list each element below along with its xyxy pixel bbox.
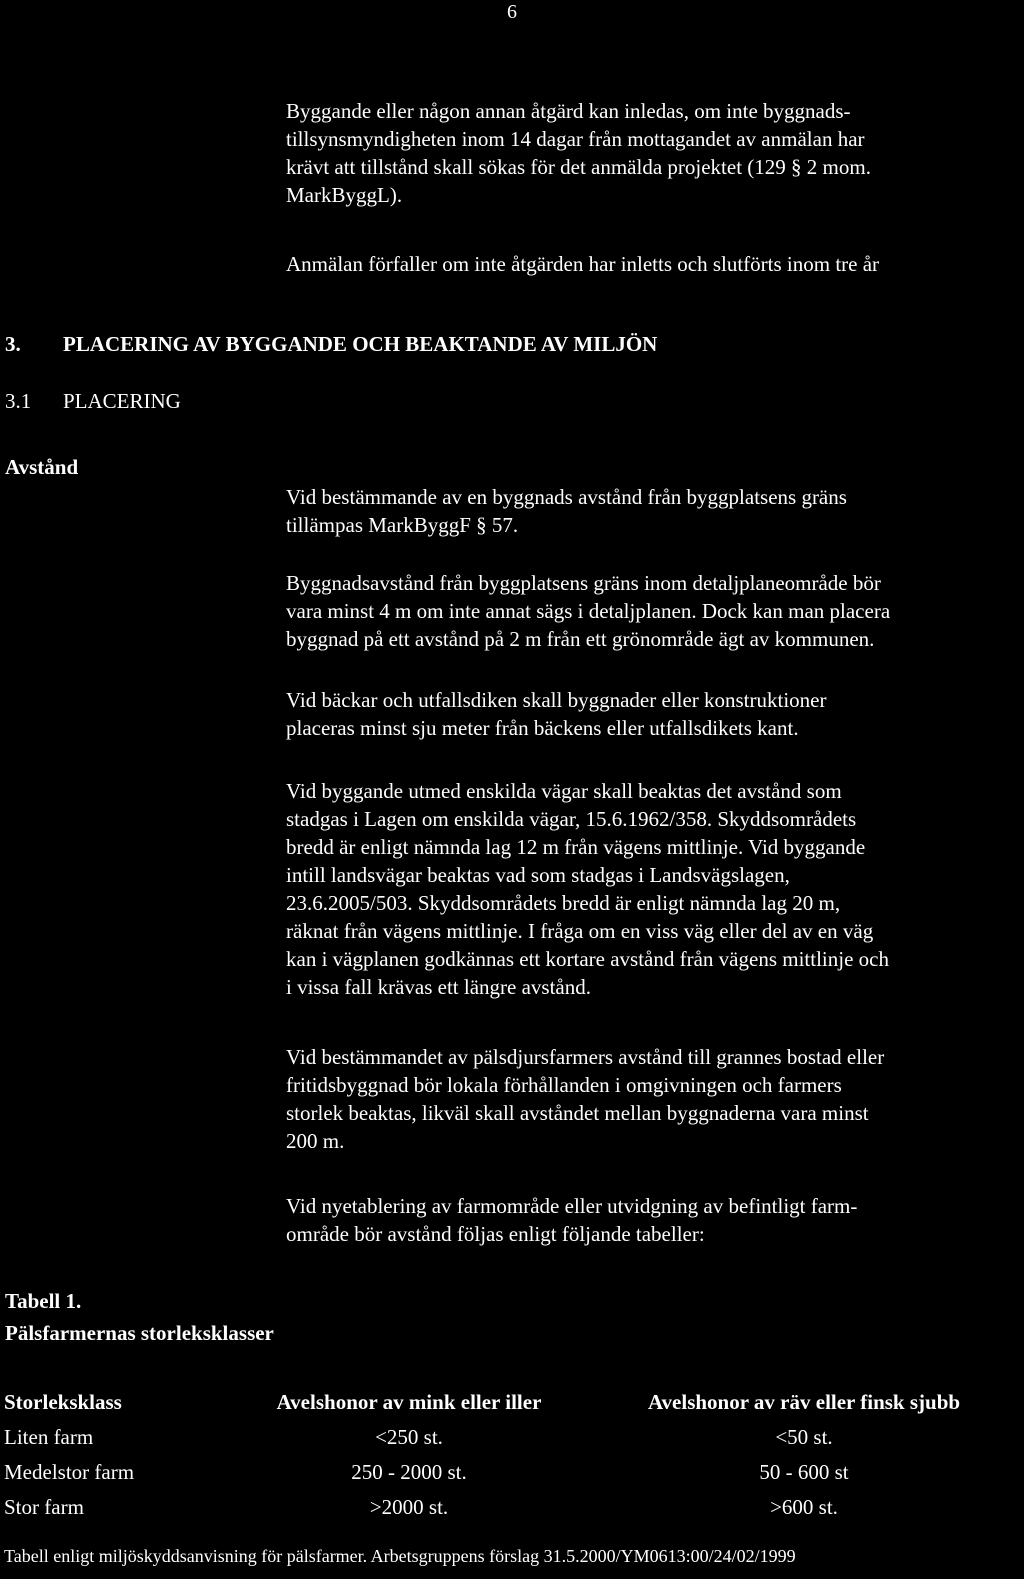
text-line: område bör avstånd följas enligt följande tabeller: [286, 1222, 705, 1246]
table-cell: 250 - 2000 st. [351, 1459, 467, 1484]
section-heading [5, 330, 657, 358]
column-header: Storleksklass [4, 1389, 122, 1414]
body-paragraph [286, 777, 1012, 1001]
table-cell: <50 st. [775, 1424, 833, 1449]
subsection-title: PLACERING [63, 389, 181, 413]
table-cell: <250 st. [375, 1424, 443, 1449]
subsection-number: 3.1 [5, 389, 32, 413]
section-number: 3. [5, 332, 21, 356]
text-line: 23.6.2005/503. Skyddsområdets bredd är enligt nämnda lag 20 m, [286, 891, 841, 915]
text-line: bredd är enligt nämnda lag 12 m från vägens mittlinje. Vid byggande [286, 835, 866, 859]
text-line: Vid byggande utmed enskilda vägar skall beaktas det avstånd som [286, 779, 842, 803]
body-paragraph [286, 1192, 1012, 1248]
text-line: Vid bestämmande av en byggnads avstånd från byggplatsens gräns [286, 485, 847, 509]
column-header: Avelshonor av räv eller finsk sjubb [647, 1389, 961, 1414]
size-class-table [4, 1384, 1014, 1524]
text-line: vara minst 4 m om inte annat sägs i detaljplanen. Dock kan man placera [286, 599, 891, 623]
text-line: räknat från vägens mittlinje. I fråga om en viss väg eller del av en väg [286, 919, 874, 943]
table-cell: 50 - 600 st [759, 1459, 849, 1484]
text-line: placeras minst sju meter från bäckens eller utfallsdikets kant. [286, 716, 799, 740]
table-row [4, 1419, 1014, 1454]
column-header: Avelshonor av mink eller iller [276, 1389, 542, 1414]
text-line: tillsynsmyndigheten inom 14 dagar från mottagandet av anmälan har [286, 127, 865, 151]
intro-paragraph [286, 250, 1012, 278]
table-row [4, 1489, 1014, 1524]
text-line: byggnad på ett avstånd på 2 m från ett grönområde ägt av kommunen. [286, 627, 875, 651]
intro-paragraph [286, 97, 1012, 209]
text-line: Vid nyetablering av farmområde eller utvidgning av befintligt farm- [286, 1194, 858, 1218]
text-line: intill landsvägar beaktas vad som stadgas i Landsvägslagen, [286, 863, 790, 887]
table-caption-label: Tabell 1. [5, 1289, 82, 1313]
text-line: 200 m. [286, 1129, 345, 1153]
text-line: stadgas i Lagen om enskilda vägar, 15.6.1962/358. Skyddsområdets [286, 807, 857, 831]
section-title: PLACERING AV BYGGANDE OCH BEAKTANDE AV MILJÖN [63, 332, 658, 356]
text-line: Byggande eller någon annan åtgärd kan inledas, om inte byggnads- [286, 99, 851, 123]
text-line: Vid bestämmandet av pälsdjursfarmers avstånd till grannes bostad eller [286, 1045, 885, 1069]
table-footnote: Tabell enligt miljöskyddsanvisning för pälsfarmer. Arbetsgruppens förslag 31.5.2000/YM0613:00/24/02/1999 [4, 1546, 796, 1566]
text-line: MarkByggL). [286, 183, 403, 207]
text-line: Byggnadsavstånd från byggplatsens gräns inom detaljplaneområde bör [286, 571, 881, 595]
side-label: Avstånd [5, 455, 79, 479]
text-line: Anmälan förfaller om inte åtgärden har inletts och slutförts inom tre år [286, 252, 880, 276]
text-line: fritidsbyggnad bör lokala förhållanden i omgivningen och farmers [286, 1073, 842, 1097]
table-cell: >2000 st. [369, 1494, 449, 1519]
body-paragraph [286, 686, 1012, 742]
text-line: i vissa fall krävas ett längre avstånd. [286, 975, 591, 999]
text-line: storlek beaktas, likväl skall avståndet mellan byggnaderna vara minst [286, 1101, 869, 1125]
table-caption [5, 1286, 274, 1348]
table-header-row [4, 1384, 1014, 1419]
table-row [4, 1454, 1014, 1489]
table-cell: >600 st. [770, 1494, 838, 1519]
text-line: tillämpas MarkByggF § 57. [286, 513, 519, 537]
body-paragraph [286, 1043, 1012, 1155]
text-line: Vid bäckar och utfallsdiken skall byggnader eller konstruktioner [286, 688, 827, 712]
table-cell: Medelstor farm [4, 1459, 135, 1484]
table-cell: Stor farm [4, 1494, 84, 1519]
table-cell: Liten farm [4, 1424, 94, 1449]
body-paragraph [286, 569, 1012, 653]
table-caption-title: Pälsfarmernas storleksklasser [5, 1321, 274, 1345]
text-line: kan i vägplanen godkännas ett kortare avstånd från vägens mittlinje och [286, 947, 889, 971]
page-number: 6 [507, 1, 517, 23]
text-line: krävt att tillstånd skall sökas för det anmälda projektet (129 § 2 mom. [286, 155, 871, 179]
body-paragraph [286, 483, 1012, 539]
subsection-heading [5, 387, 181, 415]
